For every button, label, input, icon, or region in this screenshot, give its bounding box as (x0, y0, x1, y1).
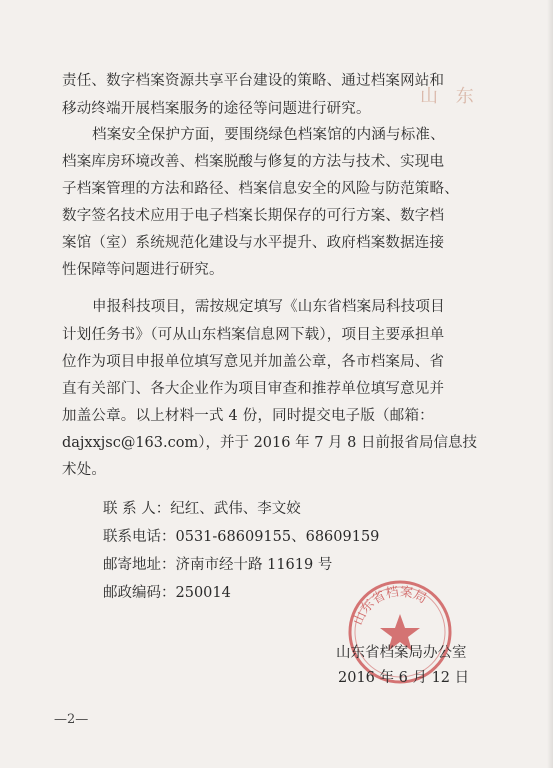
page-edge-shadow (547, 0, 553, 768)
paragraph-line: 案馆（室）系统规范化建设与水平提升、政府档案数据连接 (62, 235, 445, 251)
paragraph-line: dajxxjsc@163.com），并于 2016 年 7 月 8 日前报省局信息技 (62, 435, 477, 451)
paragraph-line: 直有关部门、各大企业作为项目审查和推荐单位填写意见并 (62, 381, 445, 397)
paragraph-line: 位作为项目申报单位填写意见并加盖公章，各市档案局、省 (62, 354, 445, 370)
svg-text:山东省档案局 (351, 584, 429, 628)
paragraph-line: 加盖公章。以上材料一式 4 份，同时提交电子版（邮箱： (62, 408, 434, 424)
seal-text: 山东省档案局 (350, 584, 429, 628)
contact-person: 联 系 人：纪红、武伟、李文姣 (103, 501, 301, 517)
paragraph-line: 性保障等问题进行研究。 (62, 262, 224, 278)
mailing-address: 邮寄地址：济南市经十路 11619 号 (103, 557, 333, 573)
signature-issuer: 山东省档案局办公室 (336, 645, 467, 661)
contact-phone: 联系电话：0531-68609155、68609159 (103, 529, 380, 545)
paragraph-line: 术处。 (62, 462, 107, 478)
paragraph-line: 数字签名技术应用于电子档案长期保存的可行方案、数字档 (62, 208, 445, 224)
postal-code: 邮政编码：250014 (103, 585, 231, 601)
paragraph-line: 计划任务书》（可从山东档案信息网下载），项目主要承担单 (62, 327, 445, 343)
paragraph-line: 申报科技项目，需按规定填写《山东省档案局科技项目 (92, 299, 445, 315)
paragraph-line: 档案库房环境改善、档案脱酸与修复的方法与技术、实现电 (62, 154, 445, 170)
page-number: —2— (54, 712, 89, 727)
bleed-through-text: 山 东 (420, 86, 480, 107)
paragraph-line: 责任、数字档案资源共享平台建设的策略、通过档案网站和 (62, 73, 445, 89)
paragraph-line: 移动终端开展档案服务的途径等问题进行研究。 (62, 101, 371, 117)
paragraph-line: 档案安全保护方面，要围绕绿色档案馆的内涵与标准、 (92, 127, 445, 143)
issue-date: 2016 年 6 月 12 日 (338, 670, 470, 686)
paragraph-line: 子档案管理的方法和路径、档案信息安全的风险与防范策略、 (62, 181, 459, 197)
